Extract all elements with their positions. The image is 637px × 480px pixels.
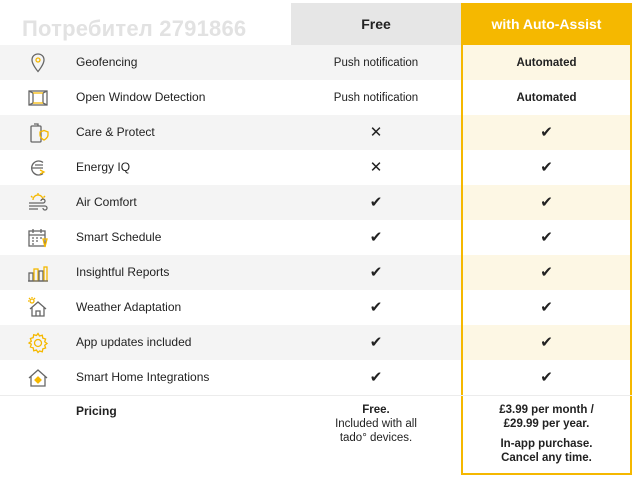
auto-assist-value: Automated	[516, 91, 577, 104]
open-window-icon	[26, 86, 50, 110]
feature-row-smart-schedule	[0, 220, 632, 255]
pricing-label: Pricing	[76, 404, 117, 418]
free-value: Push notification	[333, 91, 419, 104]
check-mark: ✔	[540, 124, 553, 141]
cross-mark: ✕	[369, 159, 383, 176]
check-mark: ✔	[540, 369, 553, 386]
check-mark: ✔	[540, 159, 553, 176]
feature-label: Energy IQ	[76, 160, 131, 174]
purchase-note: In-app purchase.	[500, 438, 593, 450]
feature-row-care-protect	[0, 115, 632, 150]
feature-label: Smart Schedule	[76, 230, 162, 244]
free-pricing	[291, 403, 461, 445]
sun-wind-icon	[26, 191, 50, 215]
cross-mark: ✕	[369, 124, 383, 141]
free-price-note: Included with all	[335, 418, 417, 430]
free-value	[291, 255, 461, 290]
auto-assist-value	[463, 325, 630, 360]
free-plan-header	[291, 3, 461, 45]
feature-label: Air Comfort	[76, 195, 137, 209]
feature-label: Open Window Detection	[76, 90, 206, 104]
feature-row-insightful-reports	[0, 255, 632, 290]
check-mark: ✔	[540, 334, 553, 351]
feature-label: Care & Protect	[76, 125, 155, 139]
auto-assist-value: Automated	[516, 56, 577, 69]
free-price-note: tado° devices.	[339, 432, 413, 444]
free-value: Push notification	[333, 56, 419, 69]
auto-assist-value	[463, 150, 630, 185]
auto-assist-value	[463, 290, 630, 325]
check-mark: ✔	[540, 299, 553, 316]
check-mark: ✔	[540, 194, 553, 211]
auto-assist-plan-header	[461, 3, 632, 45]
free-value	[291, 325, 461, 360]
check-mark: ✔	[540, 264, 553, 281]
free-value	[291, 150, 461, 185]
auto-assist-value	[463, 220, 630, 255]
weather-house-icon	[26, 296, 50, 320]
feature-row-smart-home-integrations	[0, 360, 632, 395]
auto-assist-pricing	[463, 403, 630, 465]
bar-chart-icon	[26, 261, 50, 285]
feature-label: Smart Home Integrations	[76, 370, 210, 384]
feature-label: Geofencing	[76, 55, 138, 69]
feature-row-geofencing	[0, 45, 632, 80]
feature-row-open-window-detection	[0, 80, 632, 115]
check-mark: ✔	[369, 334, 383, 351]
energy-iq-icon	[26, 156, 50, 180]
yearly-price: £29.99 per year.	[503, 418, 590, 430]
smart-home-icon	[26, 366, 50, 390]
free-value	[291, 220, 461, 255]
check-mark: ✔	[540, 229, 553, 246]
cancel-note: Cancel any time.	[501, 452, 592, 464]
check-mark: ✔	[369, 194, 383, 211]
auto-assist-value	[463, 360, 630, 395]
free-value	[291, 290, 461, 325]
free-value	[291, 185, 461, 220]
feature-row-weather-adaptation	[0, 290, 632, 325]
check-mark: ✔	[369, 264, 383, 281]
feature-row-air-comfort	[0, 185, 632, 220]
feature-label: Weather Adaptation	[76, 300, 182, 314]
watermark-text: Потребител 2791866	[22, 16, 247, 41]
free-plan-label: Free	[361, 16, 391, 32]
battery-shield-icon	[26, 121, 50, 145]
auto-assist-value	[463, 185, 630, 220]
monthly-price: £3.99 per month /	[499, 404, 594, 416]
free-price-title: Free.	[362, 404, 390, 416]
auto-assist-value	[463, 115, 630, 150]
free-value	[291, 115, 461, 150]
gear-icon	[26, 331, 50, 355]
location-pin-icon	[26, 51, 50, 75]
check-mark: ✔	[369, 229, 383, 246]
auto-assist-plan-label: with Auto-Assist	[491, 16, 602, 32]
check-mark: ✔	[369, 369, 383, 386]
calendar-icon	[26, 226, 50, 250]
auto-assist-value	[463, 255, 630, 290]
check-mark: ✔	[369, 299, 383, 316]
feature-row-app-updates	[0, 325, 632, 360]
feature-label: App updates included	[76, 335, 192, 349]
feature-label: Insightful Reports	[76, 265, 170, 279]
feature-row-energy-iq	[0, 150, 632, 185]
divider	[0, 395, 632, 396]
free-value	[291, 360, 461, 395]
